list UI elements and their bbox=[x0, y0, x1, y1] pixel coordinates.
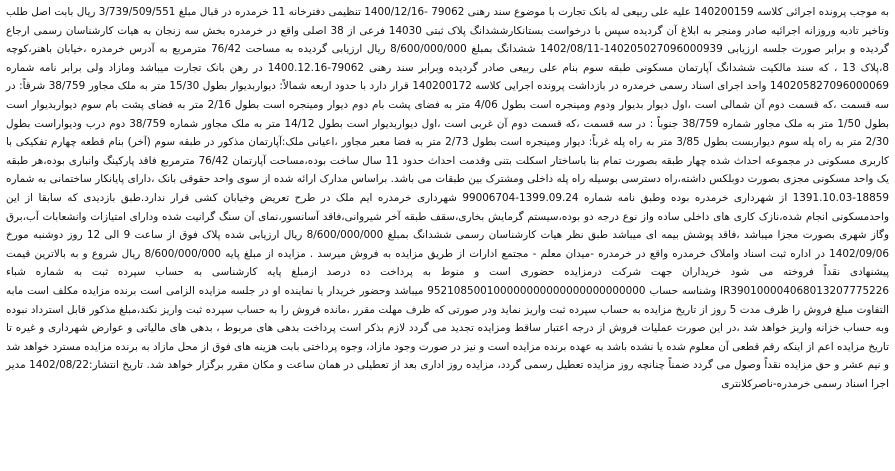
notice-body-text: به موجب پرونده اجرائی کلاسه 140200159 علیه علی ربیعی له بانک تجارت با موضوع سند رهنی 79062 -1400/12/16 تنظیمی دفترخانه 11 خرمدره در قبال مبلغ 3/739/509/551 ریال بابت اصل طلب وتاخیر تادیه وروزانه اجرائیه صادر ومنجر به ابلاغ آن گردیده سپس با درخواست بستانکارششدانگ پلاک ثبتی 14030 فرعی از 38 اصلی واقع در خرمدره بخش سه زنجان به هیات کارشناسان رسمی ارجاع گردیده و برابر صورت جلسه ارزیابی 140205027096000939-1402/08/11 ششدانگ بمبلغ 8/600/000/000 ریال ارزیابی گردیده به مساحت 76/42 مترمربع به آدرس خرمدره ،خیابان باهنر،کوچه 8،پلاک 13 ، که سند مالکیت ششدانگ آپارتمان مسکونی طبقه سوم بنام علی ربیعی صادر گردیده وبرابر سند رهنی 79062-1400.12.16 در رهن بانک تجارت میباشد ومازاد ولی برابر نامه شماره 140205827096000069 واحد اجرای اسناد رسمی خرمدره در بازداشت پرونده اجرایی کلاسه 140200172 قرار دارد با حدود اربعه شمالاً: دیواربدیوار بطول 15/30 متر به ملک مجاور 38/759 شرقاً: در سه قسمت ،که قسمت دوم آن شمالی است ،اول دیوار بدیوار ودوم ومینجره است بطول 4/06 متر به فضای پشت بام دوم دیوار ومینجره است بطول 2/16 متر به فضای پشت بام سوم دیواربدیوار است بطول 1/50 متر به ملک مجاور شماره 38/759 جنوباً : در سه قسمت ،که قسمت دوم آن غربی است ،اول دیواربدیوار است بطول 14/12 متر به ملک مجاور شماره 38/759 دوم درب ودیواراست بطول 2/30 متر به راه پله سوم دیواربست بطول 3/85 متر به راه پله غرباً: دیوار ومینجره است بطول 2/73 متر به فضا معبر مجاور ،اعیانی ملک:آپارتمان مذکور در طبقه سوم (آخر) بنام قطعه چهارم تفکیکی با کاربری مسکونی در مجموعه احداث شده چهار طبقه بصورت تمام بنا باساختار اسکلت بتنی وقدمت احداث حدود 11 سال ساخت بوده،مساحت آپارتمان 76/42 مترمربع فاقد پارکینگ وانباری بوده،هر طبقه یک واحد مسکونی مجزی بصورت دوبلکس داشته،راه دسترسی بوسیله راه پله داخلی ومشترک بین طبقات می باشد. براساس مدارک ارائه شده از سوی واحد حقوقی بانک ،دارای پایانکار ساختمانی به شماره 18859-1391.10.03 از شهرداری خرمدره بوده وطبق نامه شماره 1399.09.24-99006704 شهرداری خرمدره ایم ملک در طرح تعریض وخیابان کشی قرار ندارد.طبق بازدیدی که سابقا از این واحدمسکونی انجام شده،نازک کاری های داخلی ساده واز نوع درجه دو بوده،سیستم گرمایش بخاری،سقف طبقه آخر شیروانی،فاقد آسانسور،نمای آن سنگ گرانیت شده ودارای امتیازات وانشعابات آب،برق وگاز شهری بصورت مجزا میباشد ،فاقد پوشش بیمه ای میباشد طبق نظر هیات کارشناسان رسمی ششدانگ بمبلغ 8/600/000/000 ریال ارزیابی شده پلاک فوق از ساعت 9 الی 12 روز دوشنبه مورخ 1402/09/06 در اداره ثبت اسناد واملاک خرمدره واقع در خرمدره -میدان معلم - مجتمع ادارات از طریق مزایده به فروش میرسد . مزایده از مبلغ پایه 8/600/000/000 ریال شروع و به بالاترین قیمت پیشنهادی نقداً فروخته می شود خریداران جهت شرکت درمزایده حضوری است و منوط به پرداخت ده درصد ازمبلغ پایه کارشناسی به حساب سپرده ثبت به شماره شباء IR390100004068013207775226 وشناسه حساب 952108500100000000000000000000000 میباشد وحضور خریدار یا نماینده او در جلسه مزایده الزامی است برنده مزایده مکلف است مابه التفاوت مبلغ فروش را ظرف مدت 5 روز از تاریخ مزایده به حساب سپرده ثبت واریز نماید ودر صورتی که ظرف مهلت مقرر ،مانده فروش را به حساب سپرده ثبت واریز نکند،مبلغ مذکور قابل استرداد نبوده وبه حساب خزانه واریز خواهد شد ،در این صورت عملیات فروش از درجه اعتبار ساقط ومزایده تجدید می گردد لازم بذکر است پرداخت بدهی های مربوط ، بدهی های مالیاتی و عوارض شهرداری و غیره تا تاریخ مزایده اعم از اینکه رقم قطعی آن معلوم شده یا نشده باشد به عهده برنده مزایده است و نیز در صورت وجود مازاد، وجوه پرداختی بابت هزینه های فوق از محل مازاد به برنده مزایده مسترد خواهد شد و نیم عشر و حق مزایده نقداً وصول می گردد ضمناً چنانچه روز مزایده تعطیل رسمی گردد، مزایده روز اداری بعد از تعطیلی در همان ساعت و مکان مقرر برگزار خواهد شد. تاریخ انتشار:1402/08/22 مدیر اجرا اسناد رسمی خرمدره-ناصرکلانتری bbox=[6, 6, 890, 390]
